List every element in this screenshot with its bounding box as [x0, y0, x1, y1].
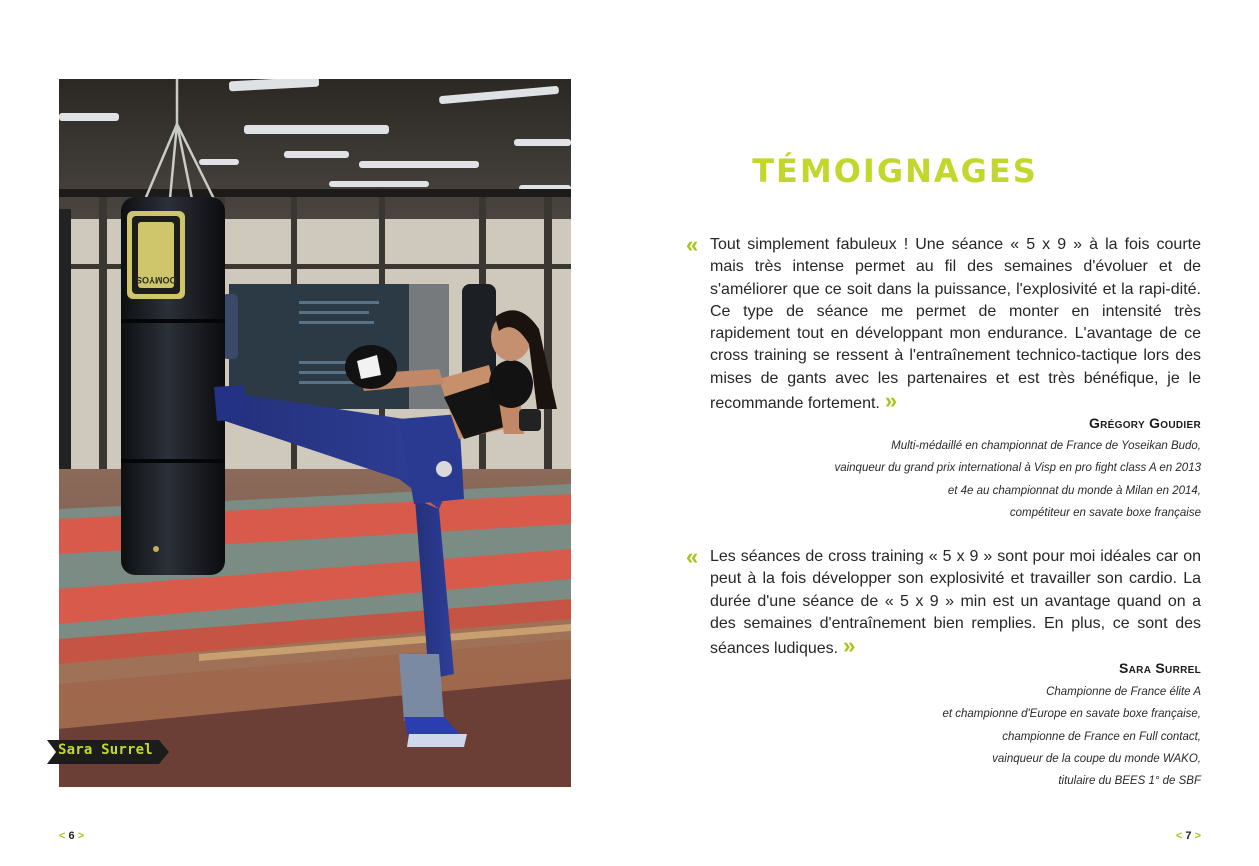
page-number-left: [59, 830, 84, 842]
open-quote-icon: «: [686, 544, 699, 569]
close-quote-icon: »: [843, 633, 856, 659]
page-number-value: 7: [1185, 830, 1192, 842]
page-number-right: [1176, 830, 1201, 842]
testimonial-author-1: Grégory Goudier: [1088, 415, 1201, 431]
credit-line: vainqueur du grand prix international à Visp en pro fight class A en 2013: [834, 462, 1201, 475]
credit-line: Multi-médaillé en championnat de France de Yoseikan Budo,: [891, 440, 1201, 452]
next-arrow-icon: >: [77, 830, 85, 842]
credit-line: vainqueur de la coupe du monde WAKO,: [992, 752, 1201, 765]
testimonial-credits-2: [942, 681, 1201, 792]
prev-arrow-icon: <: [1175, 830, 1183, 842]
testimonial-text: Tout simplement fabuleux ! Une séance « 5 x 9 » à la fois courte mais très intense permet au fil des semaines d'évoluer et de s'améliorer que ce soit dans la puissance, l'explosivité et la rapi-dité. Ce type de séance me permet de monter en intensité très rapidement tout en développant mon endurance. L'avantage de ce cross training se ressent à l'entraînement technico-tactique lors des mises de gants avec les partenaires et est très bénéfique, je le recommande fortement.: [710, 236, 1201, 413]
open-quote-icon: «: [686, 232, 699, 257]
next-arrow-icon: >: [1194, 830, 1201, 842]
credit-line: compétiteur en savate boxe française: [1009, 506, 1201, 519]
testimonial-credits-1: [834, 435, 1201, 524]
caption-text: Sara Surrel: [58, 742, 153, 758]
credit-line: championne de France en Full contact,: [1002, 730, 1201, 743]
close-quote-icon: »: [884, 388, 898, 414]
testimonial-quote-1: [686, 232, 1201, 415]
page-number-value: 6: [68, 830, 75, 842]
credit-line: titulaire du BEES 1° de SBF: [1058, 775, 1201, 788]
bag-brand-logo: DOMYOS: [135, 275, 177, 285]
kickboxing-photo: [59, 79, 571, 787]
testimonial-quote-2: [686, 544, 1201, 660]
photo-caption: [47, 740, 169, 764]
photo-illustration: [59, 79, 571, 787]
prev-arrow-icon: <: [59, 830, 66, 842]
credit-line: et 4e au championnat du monde à Milan en 2014,: [947, 484, 1201, 497]
testimonial-author-2: Sara Surrel: [1119, 660, 1201, 676]
credit-line: Championne de France élite A: [1046, 686, 1201, 698]
credit-line: et championne d'Europe en savate boxe française,: [942, 708, 1201, 721]
testimonial-text: Les séances de cross training « 5 x 9 » sont pour moi idéales car on peut à la fois développer son explosivité et travailler son cardio. La durée d'une séance de « 5 x 9 » min est un avantage quand on a des semaines d'entraînement bien remplies. En plus, ce sont des séances ludiques.: [710, 548, 1201, 658]
section-title: TÉMOIGNAGES: [752, 152, 1038, 190]
